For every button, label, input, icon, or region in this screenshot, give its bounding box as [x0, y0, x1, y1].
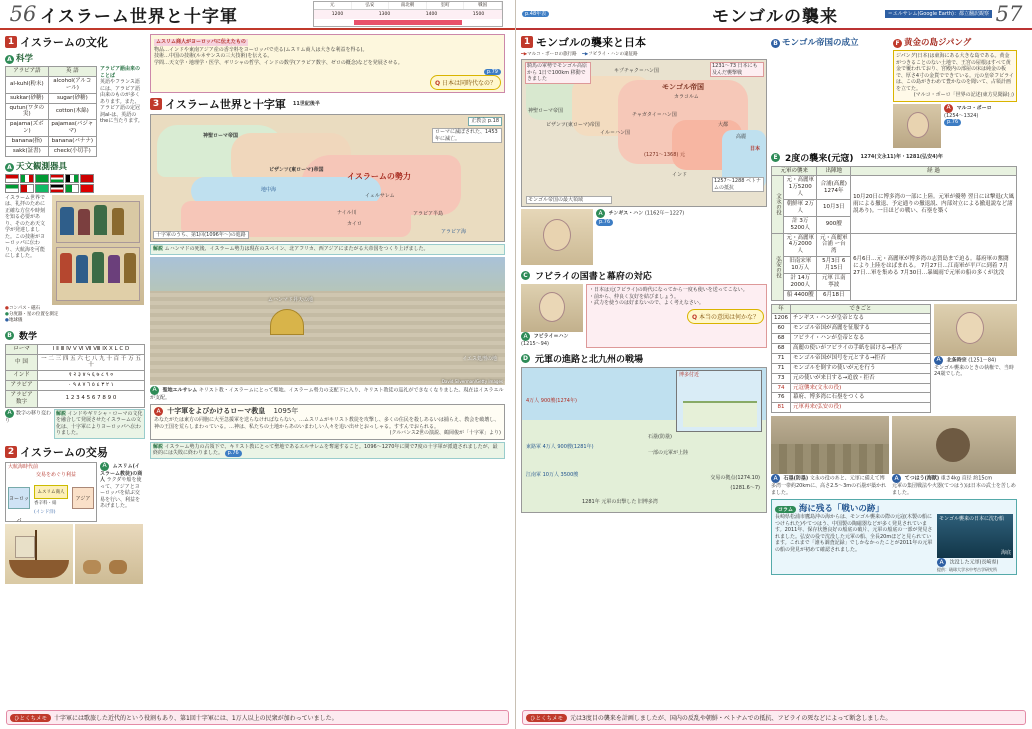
astronomy-text: イスラーム世界では、礼拝のために正確な方位や時刻を知る必要があり、そのため天文学が発達しました。この技術がヨーロッパに伝わり、大航海を可能にしました。	[5, 194, 46, 260]
math-title: 数学	[19, 331, 38, 342]
timeline-era-2: 南北朝	[389, 2, 427, 9]
table-row: 60 モンゴル帝国が高麗を征服する	[772, 324, 931, 334]
underwater-label-2: 海底	[1000, 549, 1011, 556]
kublai-letter-line-1: ・日本は元(フビライ)の時代になってから一度も使いを送ってこない。	[589, 287, 748, 294]
table-row: アラビア ١ ٢ ٣ ٤ ٥ ٦ ٧ ٨ ٩ ٠	[6, 381, 145, 391]
math-heading	[5, 329, 145, 342]
flag-icon	[80, 174, 94, 183]
map-note-1231: 1231〜73 日本にも及んだ襲撃戦	[710, 62, 764, 77]
crusade-result-text: イスラーム勢力の占領下で、キリスト教にとって聖地であるエルサレムを奪還すること。1096〜1270年に間で7度の十字軍が派遣されましたが、最終的には失敗に終わりました。	[153, 443, 498, 457]
diagram-ocean: (インド洋)	[34, 509, 56, 515]
r-section-1-title: モンゴルの襲来と日本	[536, 36, 646, 49]
jerusalem-text: キリスト教・イスラームにとって聖地。イスラーム勢力の支配下に入り、キリスト教徒の巡礼ができなくなりました。現在はイスラエルが支配。	[150, 387, 504, 401]
map-label-jiangnan: 江南軍 10万人 3500艘	[526, 471, 579, 478]
table-row: 68 フビライ・ハンが皇帝となる	[772, 334, 931, 344]
subsection-a-title: 科学	[16, 54, 34, 64]
photo-caption-crucifixion: イエス処刑の地	[462, 356, 497, 362]
hojo-years: (1251〜84)	[968, 357, 997, 364]
timeline-year-0: 1200	[331, 12, 344, 17]
tetsuhau-text: 元軍の集団戦法や火器(てつはう)は日本の武士を苦しめました。	[892, 483, 1016, 496]
column-box	[771, 499, 1017, 575]
section-b-heading	[771, 36, 889, 48]
left-column	[5, 34, 145, 584]
flag-icon	[50, 174, 64, 183]
flag-icon	[5, 184, 19, 193]
marker-c-sec: C	[521, 271, 530, 280]
marker-d-sec: D	[521, 354, 530, 363]
timeline-strip	[313, 1, 503, 27]
left-page-header	[0, 0, 515, 30]
table-row: 71 モンゴルを倒すの使いが元を行う	[772, 363, 931, 373]
table-row: アラビア数字 1 2 3 4 5 6 7 8 9 0	[6, 391, 145, 408]
kublai-letter-line-2: ・前から、仲良く友好を結びましょう。	[589, 293, 680, 300]
bunnei-label: 文永の役	[772, 176, 784, 233]
legend-marco-polo: マルコ・ポーロの旅行路	[527, 52, 577, 57]
map-label-holy-roman: 神聖ローマ帝国	[203, 133, 239, 139]
section-1-heading	[5, 34, 145, 50]
trade-sub-title: ムスリム(イスラーム教徒)の商人	[100, 463, 143, 484]
flag-icon	[65, 184, 79, 193]
section-c-title: フビライの国書と幕府の対応	[535, 272, 652, 283]
map-label-trade-base: 交易の拠点(1274.10)	[710, 475, 760, 482]
table-row: 船 4400艘 6月18日	[772, 290, 1017, 300]
timeline-year-2: 1400	[425, 12, 438, 17]
crusade-result-label: 解説	[153, 443, 164, 450]
table-row: 68 高麗の使いがフビライの手紙を届ける→拒否	[772, 344, 931, 354]
section-2-heading	[5, 444, 145, 460]
subsection-a-heading	[5, 52, 145, 64]
left-bottom-note	[6, 710, 509, 725]
jerusalem-title: 聖地エルサレム	[162, 387, 198, 394]
section-3-heading	[150, 96, 505, 112]
marker-e-sec: E	[771, 153, 780, 162]
merchant-line-goods: 物品…インドや東南アジア産の香辛料をヨーロッパで売る(ムスリム商人は大きな利益を得る)。	[154, 46, 368, 53]
question-balloon-2: Q 本当の意図は何かな？	[687, 309, 764, 324]
map-label-jerusalem: イェルサレム	[365, 193, 395, 199]
underwater-photo	[937, 514, 1013, 558]
flag-icon	[5, 174, 19, 183]
table-row: 76 幕府、博多湾に石塁をつくる	[772, 393, 931, 403]
left-page-number: 56	[9, 2, 37, 26]
section-e-subtitle: 1274(文永11)年・1281(弘安4)年	[860, 153, 943, 160]
marker-wreck: A	[937, 558, 946, 567]
loanword-note-title: アラビア語由来のことば	[100, 66, 141, 79]
bottom-tag-right: ひとくちメモ	[526, 714, 567, 722]
table-row: 弘安の役 元・高麗軍 4万2000人 元・高麗軍 合浦 ー台湾 6月6日…元・高麗軍が博多湾の志賀島まで迫る。幕府軍の奮闘により上陸をはばまれる。 7月27日…江南軍が平戸に到着 7月27日…軍を集める 7月30日…暴風雨で元軍の船の多くが沈没	[772, 233, 1017, 257]
question-balloon-1: Q 日本は同時代なの？	[430, 75, 501, 90]
table-row: banana(指) banana(バナナ)	[6, 137, 97, 147]
map-note-route: 十字軍のうち、第1回(1096年〜)の進路	[153, 231, 249, 240]
marker-b: A	[5, 163, 14, 172]
section-c-heading	[521, 269, 767, 282]
kublai-portrait	[521, 284, 583, 332]
map-label-india: インド	[672, 172, 688, 179]
right-page	[516, 0, 1032, 729]
diagram-asia: アジア	[72, 487, 94, 509]
flag-icon	[65, 174, 79, 183]
th-course: 経 過	[851, 166, 1017, 176]
map-note-fall: ローマに滅ぼされた、1453年に滅亡。	[432, 128, 502, 143]
marker-kublai: A	[521, 332, 530, 341]
table-row: 文永の役 元・高麗軍 1万5200人 合浦(高麗) 1274年 10月20日に博多湾の一部に上陸。元軍が優勢 翌日には撃退(大風雨による撤退、予定通りの撤退説、内部対立による撤退説など諸説あり)。一日ほどの戦い、石塁を築く	[772, 176, 1017, 200]
right-page-number: 57	[995, 2, 1023, 26]
marker-b-sec: B	[771, 39, 780, 48]
table-row: 朝鮮軍 2万人 10月3日	[772, 200, 1017, 217]
ref-link-p76-f[interactable]: p.76	[944, 119, 961, 126]
camel-illustration	[75, 524, 143, 584]
table-row: sakk(証書) check(小切手)	[6, 146, 97, 156]
timeline-era-3: 室町	[427, 2, 465, 9]
merchant-transfer-box	[150, 34, 505, 93]
hakata-inset	[676, 370, 762, 432]
mongol-empire-map	[521, 59, 767, 207]
marker-marco: A	[944, 104, 953, 113]
numeral-note-title: 解説	[56, 410, 67, 417]
astronomy-heading	[5, 160, 145, 172]
section-3-number: 3	[150, 98, 162, 110]
map-label-mediterranean: 地中海	[261, 187, 277, 193]
flag-icon	[35, 184, 49, 193]
map-label-daidu: 大都	[718, 122, 729, 129]
map-label-karakorum: カラコルム	[674, 94, 699, 101]
marker-jerusalem: A	[150, 386, 159, 395]
jerusalem-photo	[150, 257, 505, 385]
left-page-right-column	[150, 34, 505, 584]
astronomy-legend: ●コンパス・磁石 ●分度器・星の位置を測定 ●地球儀	[5, 305, 59, 324]
marker-a: A	[5, 55, 14, 64]
map-note-vietnam: 1257〜1288 ベトナムの抵抗	[712, 177, 764, 192]
marker-f-sec: F	[893, 39, 902, 48]
column-badge: コラム	[775, 506, 796, 513]
section-2-title: イスラームの交易	[20, 445, 108, 459]
ref-link-p76-right[interactable]: p.76	[596, 219, 613, 226]
r-section-1-number: 1	[521, 36, 533, 48]
diagram-center-label: 交易をめぐり利益	[36, 471, 77, 478]
google-earth-badge: ＝エルサレム(Google Earth)：都立翻訳観察	[885, 10, 992, 18]
table-row: 1206 チンギス・ハンが皇帝となる	[772, 314, 931, 324]
pope-doc-title: 十字軍をよびかけるローマ教皇	[167, 407, 266, 415]
flag-icon	[35, 174, 49, 183]
section-d-title: 元軍の進路と北九州の戦場	[535, 354, 644, 365]
timeline-era-0: 元	[314, 2, 352, 9]
astronomy-illustration	[52, 195, 144, 305]
map-label-mongol-empire: モンゴル帝国	[662, 83, 704, 92]
bottom-text: 十字軍には歌旅した近代的という役割もあり、第1回十字軍には、1万人以上の民衆が加わっていました。	[54, 715, 338, 722]
map-label-byzantine2: ビザンツ(東ローマ)帝国	[546, 122, 600, 129]
chronology-table	[771, 304, 931, 414]
map-note-orthodox: 正教会 p.18	[468, 117, 502, 126]
photo-credit: David Silverman/Getty Images	[441, 378, 503, 384]
merchant-line-science: 学問…天文学・地理学・医学、ギリシャの哲学、インドの数学(アラビア数字、ゼロの概念)などを発展させる。	[154, 59, 403, 66]
flag-row	[5, 174, 97, 193]
table-row: 旧南宋軍 10万人 5月3日 6月15日	[772, 257, 1017, 274]
hojo-name: 北条時宗	[946, 357, 967, 364]
map-label-japan: 日本	[750, 146, 761, 153]
table-row: pajama(ズボン) pajamas(パジャマ)	[6, 120, 97, 137]
column-title: 海に残る「戦いの跡」	[798, 504, 884, 515]
marker-numcap: A	[5, 409, 14, 418]
table-row: 74 元寇襲来(文永の役)	[772, 383, 931, 393]
map-label-old-hakata: 1281年 元軍の出撃した 旧博多湾	[582, 499, 658, 506]
section-d-heading	[521, 352, 767, 365]
wreck-title: 沈没した元軍(長崎県)	[949, 559, 999, 566]
genghis-portrait	[521, 209, 593, 265]
map-note-yuan: (1271〜1368) 元	[644, 152, 685, 159]
hojo-portrait	[934, 304, 1017, 356]
hojo-text: モンゴル襲来のときの執権で、当時24歳でした。	[934, 364, 1014, 377]
pope-doc-source: (クルバンス2世の演説、鶴岡俊が「十字軍」より)	[389, 430, 501, 437]
flag-icon	[80, 184, 94, 193]
stone-wall-photo	[771, 416, 889, 474]
merchant-box-title: ムスリム商人がヨーロッパに伝えたもの	[156, 39, 246, 45]
table-row: 中 国 一 二 三 四 五 六 七 八 九 十 百 千 万 五 十	[6, 354, 145, 371]
kublai-years: (1215〜94)	[521, 341, 549, 348]
th-event: できごと	[791, 304, 931, 314]
timeline-year-1: 1300	[378, 12, 391, 17]
ref-link-p76[interactable]: p.76	[225, 450, 242, 457]
astronomy-title: 天文観測器具	[16, 161, 68, 172]
map-label-1274-force: 4万人 900艘(1274年)	[526, 397, 577, 404]
map-label-stone-wall: 石塁(防塁)	[648, 433, 672, 440]
zipangu-text: ジパング(日本)は東海にある大きな島である。黄金がつきることのない土地で、王宮の屋根はすべて黄金で覆われており、宮殿内の部屋の床は純金の板で、厚さ4寸の金貨でできている。元の皇帝フビライは、この島がきわめて豊かなのを聞いて、占領計画を立てた。	[896, 53, 1014, 92]
legend-item: 地球儀	[8, 318, 23, 324]
map-label-byzantine: ビザンツ(東ローマ)帝国	[269, 167, 324, 173]
marker-wall: A	[771, 474, 780, 483]
wreck-credit: 提供：琉球大学水中考古学研究所	[937, 567, 997, 573]
bottom-text-right: 元は3度目の襲来を計画しましたが、国内の反乱や朝鮮・ベトナムでの抵抗、フビライの死などによって断念しました。	[570, 715, 892, 722]
trade-diagram	[5, 462, 97, 522]
table-row: sukkar(砂糖) sugar(砂糖)	[6, 93, 97, 103]
diagram-goods: 香辛料・絹	[34, 500, 57, 506]
marker-trade: A	[100, 462, 109, 471]
marker-doc: A	[154, 407, 163, 416]
map-label-ilkhan: イル＝ハン国	[600, 130, 631, 137]
timeline-era-1: 弘安	[352, 2, 390, 9]
section-2-number: 2	[5, 446, 17, 458]
section-b-title: モンゴル帝国の成立	[782, 38, 859, 48]
section-f-title: 黄金の島ジパング	[904, 38, 972, 48]
map-label-nile: ナイル川	[337, 210, 357, 216]
table-row: 81 元軍再来(弘安の役)	[772, 403, 931, 413]
section-f-heading	[893, 36, 1017, 48]
tetsuhau-photo	[892, 416, 1016, 474]
flag-icon	[50, 184, 64, 193]
right-col-1: 1 モンゴルの襲来と日本 ━▶マルコ・ポーロの旅行路 ━▶フビライ・ハンの遠征路 神聖ローマ帝国 ビザンツ(東ローマ)帝国 キプチャク＝ハン国 イル＝ハン国 チャガタイ＝ハン国 モンゴル帝国 大都 高麗 日本 インド カラコルム 騎馬の軍勢でモンゴル高原から 1日で100km 移動できました 1231〜73 日本にも及んだ襲撃戦 (1271〜1368) 元 1257〜1288 ベトナムの抵抗 モンゴル帝国の最大領域 A チンギス・ハン (1162年〜1227) p.76 C フビライの国書と幕府の対応 A フビライ＝ハン (1215〜94) ・日本は元(フビライ)の時代になってから一度も使いを送ってこない。 ・前から、仲良く友好を結びましょう。 ・武力を使うのは好まないので、よく考えなさい。 Q 本当の意図は何かな？ D 元軍の進路と北九州の戦場 博多付近 4万人 900艘(1274年) 東路軍 4万人 900艘(1281年) 江南軍 10万人 3500艘 交易の拠点(1274.10) (1281.6〜7) 1281年 元軍の出撃した 旧博多湾 石塁(防塁) 一部の元軍が上陸	[521, 34, 767, 575]
crusade-map	[150, 114, 505, 242]
diagram-title: 大航海時代前	[8, 463, 39, 470]
table-row: al-kuhl(粉末) alcohol(アルコール)	[6, 76, 97, 93]
kublai-name: フビライ＝ハン	[533, 333, 569, 340]
bottom-tag: ひとくちメモ	[10, 714, 51, 722]
table-row: 計 14万2000人 元軍 江南 寧波	[772, 273, 1017, 290]
legend-kublai: フビライ・ハンの遠征路	[588, 52, 638, 57]
numeral-note-text: インドやギリシャ・ローマの文化を融合して発展させたイスラームの文化は、十字軍によりヨーロッパへ伝わりました。	[56, 410, 143, 437]
genghis-name: チンギス・ハン	[608, 210, 644, 217]
ship-illustration	[5, 524, 73, 584]
table-row: 計 3万5200人 900艘	[772, 216, 1017, 233]
tetsuhau-title: てつはう(海獣)	[904, 475, 940, 482]
table-row: qutun(ワタの実) cotton(木綿)	[6, 103, 97, 120]
flag-icon	[20, 174, 34, 183]
th-force: 元軍の襲来	[772, 166, 817, 176]
column-text: 長崎県松浦市鷹島沖の海からは、モンゴル襲来の際の元寇(木製の船につけられた)やてつはう、中国製の陶磁器などが多く発見されています。2011年、保存状態良好の船底の破片、元軍の船底の一部が発見されました。弘安の役で沈没した元軍の船、全長20mほどと見られています。これまで「誰も調査記録」でしかなかったことが2011年の元軍の船の発見が初めて確認されました。	[775, 514, 933, 553]
right-bottom-note	[522, 710, 1026, 725]
stone-wall-text: 文永の役のあと、元軍に備えて博多湾一帯約20kmに、高さ2.5〜3mの石塁が築かれました。	[771, 475, 887, 496]
pope-doc-text: あなたがたは東方の同胞に大至急援軍を送らなければならない。…ムスリムがキリスト教徒を攻撃し、多くの住民を殺しあるいは捕らえ、教会を破壊し、神の王国を荒らしまわっている。…神は、私たちの土地からあのいまわしい人々を追い出せとおっしゃる。すすんでおられる。	[154, 417, 500, 430]
ref-link-p48[interactable]: p.48年表	[522, 11, 549, 18]
diagram-europe: ヨーロッパ	[8, 487, 30, 509]
crusade-note-label: 解説	[153, 246, 164, 252]
table-row: ローマ Ⅰ Ⅱ Ⅲ Ⅳ Ⅴ Ⅵ Ⅶ Ⅷ Ⅸ Ⅹ Ⅼ Ⅽ Ⅾ	[6, 344, 145, 354]
timeline-era-4: 戦国	[464, 2, 502, 9]
right-col-2	[771, 34, 1017, 575]
marco-polo-name: マルコ・ポーロ	[956, 105, 992, 112]
section-1-title: イスラームの文化	[20, 36, 108, 49]
map-label-landing: 一部の元軍が上陸	[648, 449, 689, 456]
map-label-arabian-sea: アラビア海	[441, 229, 467, 235]
photo-caption-ascension: ムハンマド昇天の地	[268, 296, 314, 303]
marker-hojo: A	[934, 356, 943, 365]
right-page-title: モンゴルの襲来	[712, 6, 838, 27]
kublai-letter-line-3: ・武力を使うのは好まないので、よく考えなさい。	[589, 300, 704, 307]
table-row: 71 モンゴル帝国が国号を元とする→拒否	[772, 353, 931, 363]
map-label-goryeo: 高麗	[736, 134, 747, 141]
section-e-heading	[771, 151, 1017, 164]
diagram-merchant: ムスリム商人	[34, 485, 68, 499]
kyushu-battle-map	[521, 367, 767, 513]
marker-genghis: A	[596, 209, 605, 218]
r-section-1-heading	[521, 34, 767, 50]
inset-title: 博多付近	[679, 371, 700, 378]
arabic-loanword-table	[5, 66, 97, 157]
table-row: インド १ २ ३ ४ ५ ६ ७ ८ ९ ०	[6, 371, 145, 381]
zipangu-source: (マルコ・ポーロ「世界の記述(東方見聞録)」)	[913, 92, 1014, 98]
ref-link-p79[interactable]: p.79	[484, 69, 501, 75]
section-3-period: 11世紀後半	[292, 100, 320, 107]
genghis-years: (1162年〜1227)	[644, 210, 685, 217]
section-e-title: 2度の襲来(元寇)	[785, 153, 854, 164]
marker-tetsuhau: A	[892, 474, 901, 483]
map-label-cairo: カイロ	[347, 221, 362, 227]
table-row: 73 元の使いが来日する→追放・拒否	[772, 373, 931, 383]
section-3-title: イスラーム世界と十字軍	[165, 98, 286, 111]
map-note-cavalry: 騎馬の軍勢でモンゴル高原から 1日で100km 移動できました	[525, 62, 591, 84]
timeline-year-3: 1500	[472, 12, 485, 17]
map-note-max-extent: モンゴル帝国の最大領域	[526, 196, 612, 205]
right-page-header	[516, 0, 1032, 30]
map-label-arabia: アラビア半島	[413, 211, 444, 217]
invasion-table	[771, 166, 1017, 301]
stone-wall-title: 石塁(防塁)	[783, 475, 809, 482]
koan-label: 弘安の役	[772, 233, 784, 300]
marker-c: B	[5, 331, 14, 340]
loanword-note-text: 英語やフランス語には、アラビア語由来のものが多くあります。また、アラビア語の定冠詞al-は、英語のtheに当たります。	[100, 79, 143, 124]
legend-item: コンパス・磁石	[8, 305, 41, 311]
map-label-hre: 神聖ローマ帝国	[528, 108, 564, 115]
th-origin: 出陣地	[817, 166, 851, 176]
map-label-islamic-power: イスラームの勢力	[347, 172, 411, 181]
flag-icon	[20, 184, 34, 193]
section-1-number: 1	[5, 36, 17, 48]
map-label-chagatai: チャガタイ＝ハン国	[632, 112, 677, 119]
timeline-bar	[354, 20, 462, 25]
pope-doc-year: 1095年	[273, 407, 299, 415]
map-label-1281: (1281.6〜7)	[730, 485, 760, 492]
legend-item: 分度器・星の位置を測定	[8, 312, 59, 318]
marco-polo-portrait	[893, 104, 941, 148]
marco-polo-years: (1254〜1324)	[944, 112, 979, 119]
map-label-east-route: 東路軍 4万人 900艘(1281年)	[526, 443, 594, 450]
numeral-table	[5, 344, 145, 408]
col-header-arabic: アラビア語	[6, 67, 49, 77]
pope-document	[150, 404, 505, 440]
th-year: 年	[772, 304, 791, 314]
left-page-title: イスラーム世界と十字軍	[40, 6, 238, 27]
merchant-line-tech: 技術…中国の技術(ルネサンスの三大技術)を伝える。	[154, 53, 273, 59]
underwater-label-1: モンゴル襲来の日本に沈む船	[939, 516, 1005, 523]
numeral-caption: 数字の移り変わり	[5, 410, 52, 424]
col-header-english: 英 語	[48, 67, 96, 77]
crusade-note-text: ムハンマドの死後、イスラーム勢力は現在のスペイン、北アフリカ、西アジアにまたがる大帝国をつくり上げました。	[164, 246, 429, 252]
map-label-kipchak: キプチャク＝ハン国	[614, 68, 659, 75]
trade-sub-text: ラクダや船を使って、アジアとヨーロッパを結ぶ交易を行い、利益をあげました。	[100, 477, 142, 510]
tetsuhau-caption: 重さ4kg 直径 約15cm	[940, 475, 993, 482]
